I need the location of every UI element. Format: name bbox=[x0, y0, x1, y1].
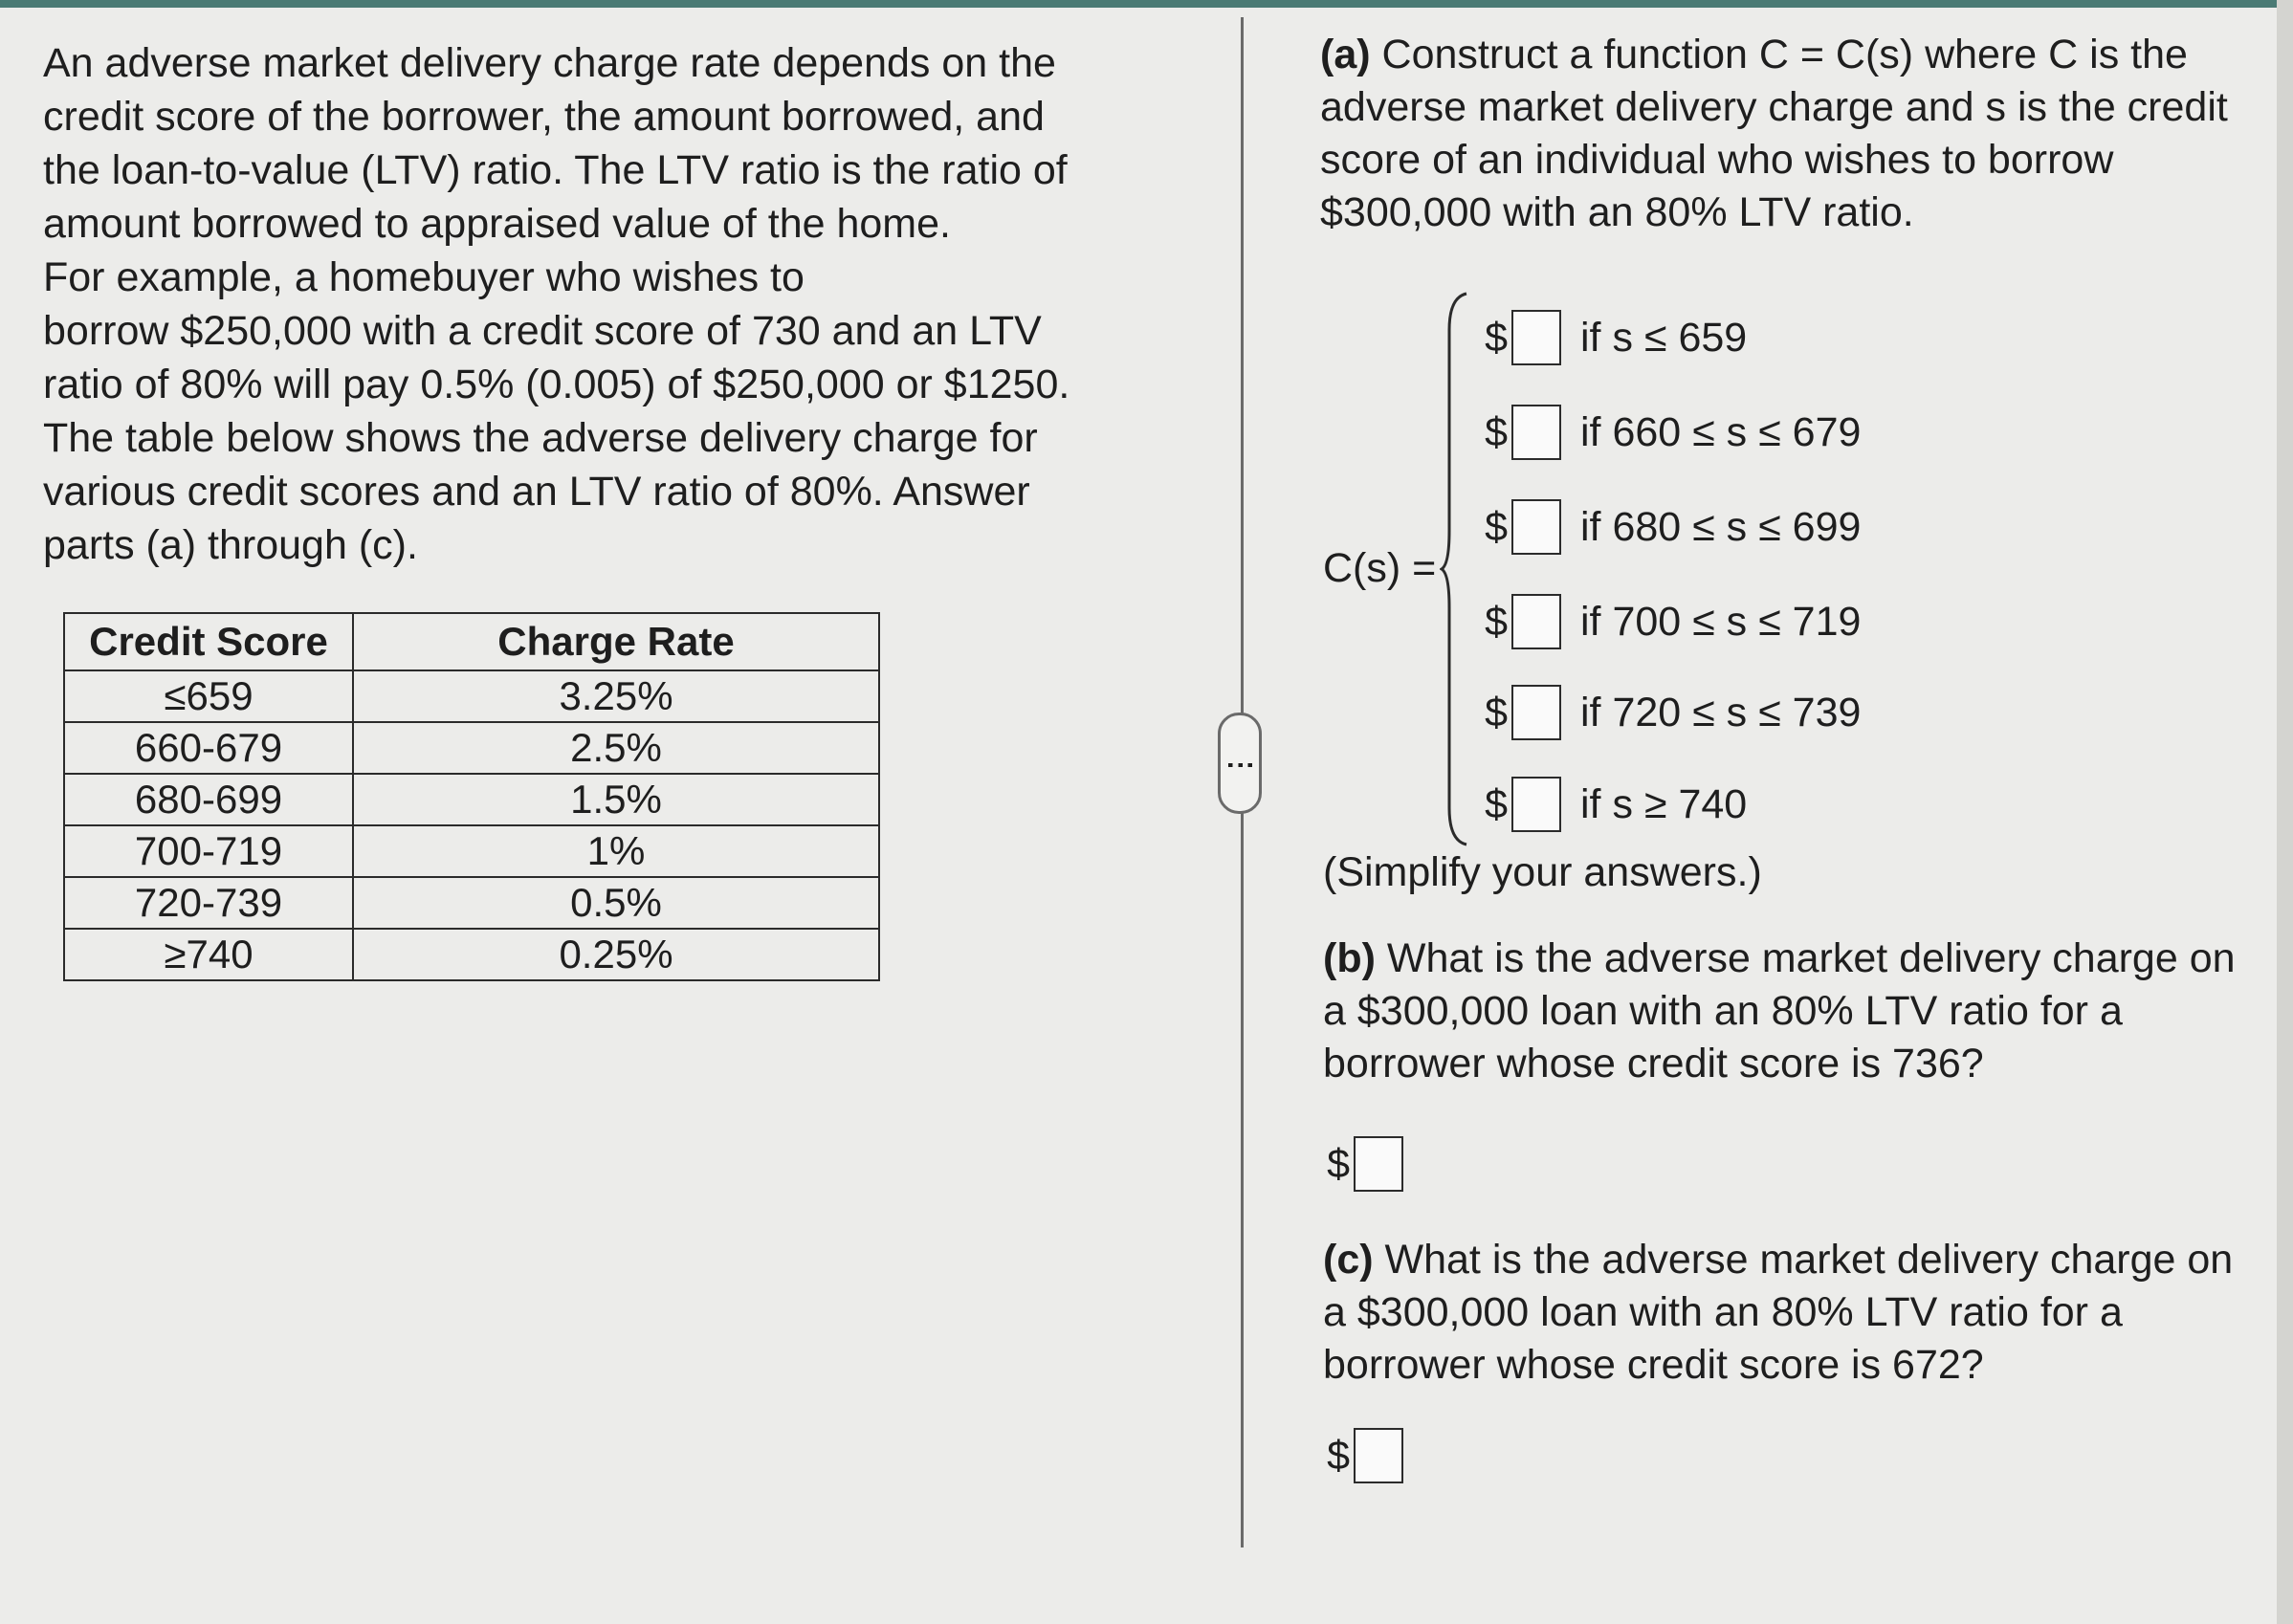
currency-symbol: $ bbox=[1485, 408, 1508, 455]
currency-symbol: $ bbox=[1485, 314, 1508, 361]
problem-line: ratio of 80% will pay 0.5% (0.005) of $250,000 or $1250. bbox=[43, 362, 1070, 407]
table-row bbox=[64, 877, 879, 929]
question-c-line: What is the adverse market delivery charge on bbox=[1373, 1237, 2234, 1283]
table-row bbox=[64, 825, 879, 877]
column-header-credit-score: Credit Score bbox=[64, 613, 353, 670]
question-c-label: (c) bbox=[1323, 1237, 1374, 1283]
answer-input-piece-2[interactable] bbox=[1511, 405, 1561, 460]
currency-symbol: $ bbox=[1485, 780, 1508, 827]
table-row bbox=[64, 929, 879, 980]
questions-panel bbox=[1320, 29, 2277, 239]
question-a-line: adverse market delivery charge and s is the credit bbox=[1320, 84, 2228, 130]
question-b-label: (b) bbox=[1323, 935, 1376, 981]
credit-score-cell: 660-679 bbox=[64, 722, 353, 774]
credit-score-cell: ≥740 bbox=[64, 929, 353, 980]
charge-rate-cell: 2.5% bbox=[353, 722, 879, 774]
table-header-row bbox=[64, 613, 879, 670]
currency-symbol: $ bbox=[1485, 598, 1508, 645]
question-b-line: a $300,000 loan with an 80% LTV ratio for a bbox=[1323, 988, 2123, 1034]
answer-input-b[interactable] bbox=[1354, 1136, 1403, 1192]
answer-b-row bbox=[1323, 1136, 1422, 1192]
answer-input-c[interactable] bbox=[1354, 1428, 1403, 1483]
piece-row-1 bbox=[1481, 306, 1747, 369]
problem-line: various credit scores and an LTV ratio of 80%. Answer bbox=[43, 469, 1030, 515]
charge-rate-cell: 0.25% bbox=[353, 929, 879, 980]
charge-rate-cell: 3.25% bbox=[353, 670, 879, 722]
problem-line: The table below shows the adverse delivery charge for bbox=[43, 415, 1038, 461]
credit-score-cell: 700-719 bbox=[64, 825, 353, 877]
question-c-line: a $300,000 loan with an 80% LTV ratio for a bbox=[1323, 1289, 2123, 1335]
answer-input-piece-4[interactable] bbox=[1511, 594, 1561, 649]
charge-rate-table bbox=[63, 612, 880, 981]
answer-input-piece-6[interactable] bbox=[1511, 777, 1561, 832]
function-label: C(s) = bbox=[1323, 545, 1437, 591]
answer-input-piece-1[interactable] bbox=[1511, 310, 1561, 365]
piece-condition: if s ≥ 740 bbox=[1580, 780, 1748, 827]
problem-line: borrow $250,000 with a credit score of 730 and an LTV bbox=[43, 308, 1042, 354]
table-row bbox=[64, 722, 879, 774]
question-c-line: borrower whose credit score is 672? bbox=[1323, 1342, 1984, 1388]
piece-condition: if 700 ≤ s ≤ 719 bbox=[1580, 598, 1862, 645]
column-header-charge-rate: Charge Rate bbox=[353, 613, 879, 670]
piece-condition: if 680 ≤ s ≤ 699 bbox=[1580, 503, 1862, 550]
question-a-label: (a) bbox=[1320, 32, 1371, 77]
piece-row-6 bbox=[1481, 773, 1747, 836]
piecewise-brace bbox=[1440, 292, 1468, 846]
piece-condition: if 660 ≤ s ≤ 679 bbox=[1580, 408, 1862, 455]
question-c bbox=[1323, 1234, 2260, 1392]
top-bar bbox=[0, 0, 2293, 8]
piece-row-2 bbox=[1481, 401, 1861, 464]
divider-drag-handle[interactable]: ⋮ bbox=[1218, 713, 1262, 814]
question-b-line: borrower whose credit score is 736? bbox=[1323, 1041, 1984, 1086]
question-a bbox=[1320, 29, 2277, 239]
question-a-line: $300,000 with an 80% LTV ratio. bbox=[1320, 189, 1914, 235]
piece-row-3 bbox=[1481, 495, 1861, 559]
currency-symbol: $ bbox=[1327, 1140, 1350, 1187]
charge-rate-cell: 0.5% bbox=[353, 877, 879, 929]
table-row bbox=[64, 774, 879, 825]
answer-input-piece-3[interactable] bbox=[1511, 499, 1561, 555]
answer-input-piece-5[interactable] bbox=[1511, 685, 1561, 740]
answer-c-row bbox=[1323, 1428, 1422, 1483]
problem-line: credit score of the borrower, the amount borrowed, and bbox=[43, 94, 1045, 140]
problem-line: the loan-to-value (LTV) ratio. The LTV ratio is the ratio of bbox=[43, 147, 1068, 193]
table-row bbox=[64, 670, 879, 722]
piece-condition: if s ≤ 659 bbox=[1580, 314, 1748, 361]
question-a-line: score of an individual who wishes to borrow bbox=[1320, 137, 2114, 183]
question-b bbox=[1323, 933, 2260, 1090]
credit-score-cell: 720-739 bbox=[64, 877, 353, 929]
window-edge bbox=[2277, 0, 2293, 1624]
currency-symbol: $ bbox=[1485, 503, 1508, 550]
question-a-line: Construct a function C = C(s) where C is the bbox=[1370, 32, 2188, 77]
problem-line: parts (a) through (c). bbox=[43, 522, 418, 568]
charge-rate-cell: 1.5% bbox=[353, 774, 879, 825]
problem-line: amount borrowed to appraised value of the home. bbox=[43, 201, 951, 247]
piece-row-5 bbox=[1481, 681, 1861, 744]
problem-panel bbox=[43, 36, 1114, 572]
credit-score-cell: ≤659 bbox=[64, 670, 353, 722]
piece-row-4 bbox=[1481, 590, 1861, 653]
problem-line: For example, a homebuyer who wishes to bbox=[43, 254, 805, 300]
problem-statement bbox=[43, 36, 1114, 572]
simplify-note: (Simplify your answers.) bbox=[1323, 849, 1762, 895]
credit-score-cell: 680-699 bbox=[64, 774, 353, 825]
piece-condition: if 720 ≤ s ≤ 739 bbox=[1580, 689, 1862, 735]
currency-symbol: $ bbox=[1327, 1432, 1350, 1479]
charge-rate-cell: 1% bbox=[353, 825, 879, 877]
question-b-line: What is the adverse market delivery charge on bbox=[1375, 935, 2236, 981]
problem-line: An adverse market delivery charge rate depends on the bbox=[43, 40, 1056, 86]
currency-symbol: $ bbox=[1485, 689, 1508, 735]
